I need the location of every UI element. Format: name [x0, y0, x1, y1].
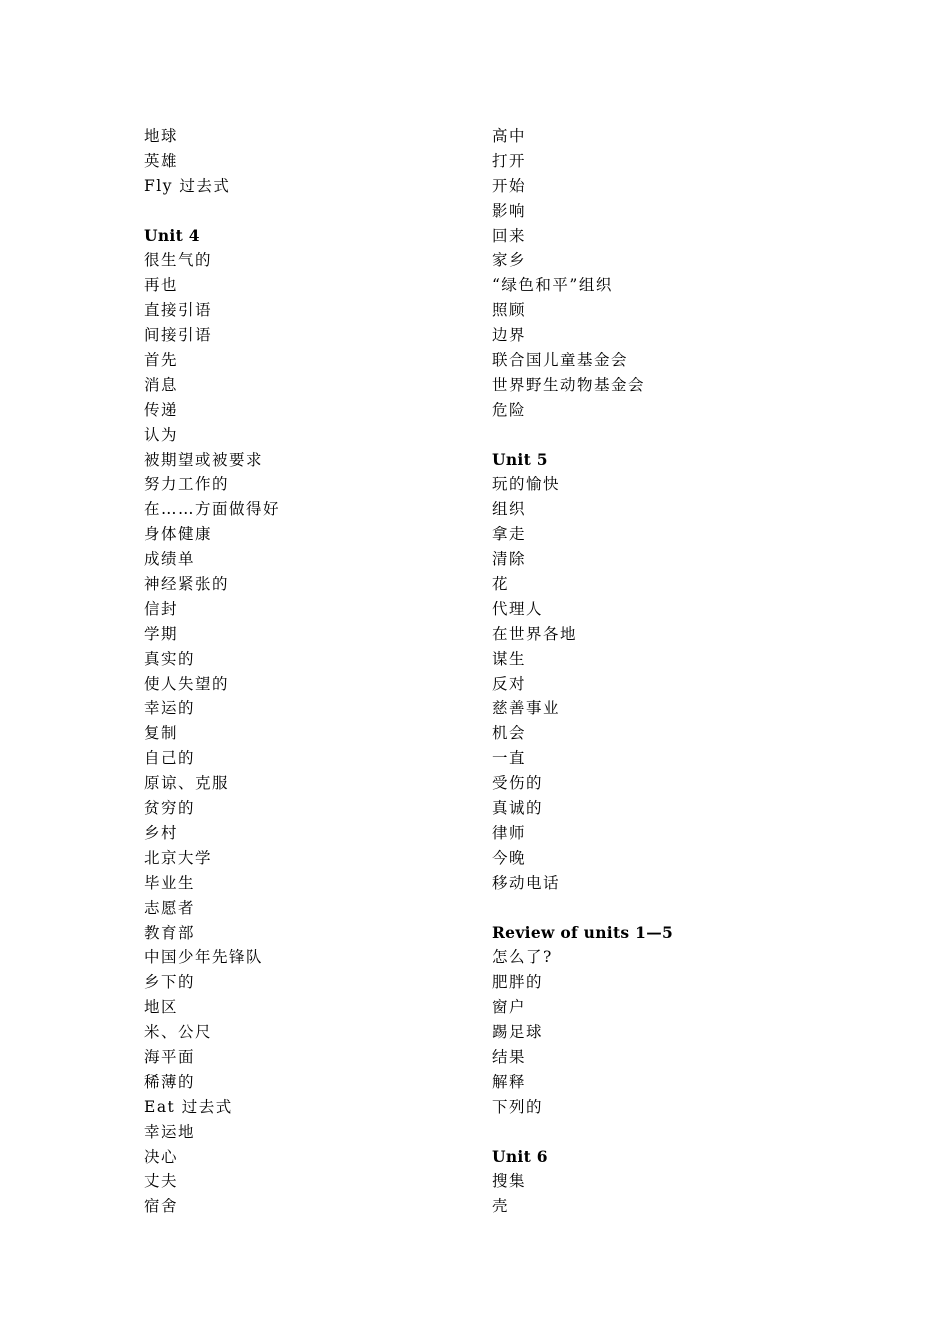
- vocabulary-item: 清除: [492, 550, 527, 569]
- vocabulary-item: 自己的: [144, 749, 196, 768]
- vocabulary-item: Eat 过去式: [144, 1097, 233, 1116]
- vocabulary-item: 回来: [492, 226, 527, 245]
- vocabulary-item: 原谅、克服: [144, 774, 230, 793]
- vocabulary-item: 一直: [492, 749, 527, 768]
- vocabulary-item: 学期: [144, 624, 179, 643]
- vocabulary-item: 打开: [492, 151, 527, 170]
- vocabulary-item: 海平面: [144, 1047, 196, 1066]
- vocabulary-item: 决心: [144, 1147, 179, 1166]
- vocabulary-item: 家乡: [492, 251, 527, 270]
- vocabulary-item: 代理人: [492, 599, 544, 618]
- vocabulary-item: 在世界各地: [492, 624, 578, 643]
- vocabulary-item: 高中: [492, 127, 527, 145]
- vocabulary-item: 怎么了?: [492, 948, 553, 967]
- unit-heading: Unit 5: [492, 449, 548, 469]
- vocabulary-item: 身体健康: [144, 525, 213, 544]
- vocabulary-item: 消息: [144, 375, 179, 394]
- vocabulary-item: 毕业生: [144, 873, 196, 892]
- vocabulary-item: 反对: [492, 674, 527, 693]
- vocabulary-item: 组织: [492, 500, 527, 519]
- vocabulary-item: 玩的愉快: [492, 475, 561, 494]
- left-vocabulary-column: [144, 124, 464, 1219]
- vocabulary-item: 开始: [492, 176, 527, 195]
- vocabulary-item: 危险: [492, 400, 527, 419]
- unit-heading: Unit 4: [144, 225, 200, 245]
- vocabulary-item: 地球: [144, 127, 179, 145]
- vocabulary-item: 认为: [144, 425, 179, 444]
- vocabulary-item: 花: [492, 575, 510, 594]
- vocabulary-item: 首先: [144, 351, 179, 370]
- vocabulary-item: 复制: [144, 724, 179, 743]
- vocabulary-item: 肥胖的: [492, 973, 544, 992]
- vocabulary-item: “绿色和平”组织: [492, 276, 613, 295]
- vocabulary-item: 踢足球: [492, 1023, 544, 1042]
- vocabulary-item: 联合国儿童基金会: [492, 351, 629, 370]
- vocabulary-item: 照顾: [492, 301, 527, 320]
- vocabulary-item: 神经紧张的: [144, 575, 230, 594]
- vocabulary-item: 中国少年先锋队: [144, 948, 264, 967]
- vocabulary-item: 律师: [492, 823, 527, 842]
- vocabulary-item: 努力工作的: [144, 475, 230, 494]
- vocabulary-item: 成绩单: [144, 550, 196, 569]
- blank-line: [492, 896, 812, 921]
- vocabulary-item: 受伤的: [492, 774, 544, 793]
- vocabulary-item: 真诚的: [492, 799, 544, 818]
- vocabulary-item: 幸运的: [144, 699, 196, 718]
- vocabulary-item: 乡下的: [144, 973, 196, 992]
- vocabulary-item: 今晚: [492, 848, 527, 867]
- vocabulary-item: 窗户: [492, 998, 527, 1017]
- vocabulary-item: 地区: [144, 998, 179, 1017]
- vocabulary-item: 教育部: [144, 923, 196, 942]
- vocabulary-item: Fly 过去式: [144, 176, 231, 195]
- vocabulary-item: 很生气的: [144, 251, 213, 270]
- unit-heading: Unit 6: [492, 1146, 548, 1166]
- blank-line: [492, 423, 812, 448]
- vocabulary-item: 壳: [492, 1197, 510, 1216]
- vocabulary-item: 信封: [144, 599, 179, 618]
- vocabulary-item: 真实的: [144, 649, 196, 668]
- vocabulary-item: 间接引语: [144, 326, 213, 345]
- vocabulary-item: 被期望或被要求: [144, 450, 264, 469]
- blank-line: [492, 1120, 812, 1145]
- vocabulary-item: 贫穷的: [144, 799, 196, 818]
- vocabulary-item: 稀薄的: [144, 1072, 196, 1091]
- vocabulary-item: 再也: [144, 276, 179, 295]
- vocabulary-item: 边界: [492, 326, 527, 345]
- vocabulary-item: 丈夫: [144, 1172, 179, 1191]
- vocabulary-item: 在……方面做得好: [144, 500, 281, 519]
- vocabulary-item: 搜集: [492, 1172, 527, 1191]
- vocabulary-item: 机会: [492, 724, 527, 743]
- vocabulary-item: 结果: [492, 1047, 527, 1066]
- vocabulary-item: 北京大学: [144, 848, 213, 867]
- vocabulary-item: 谋生: [492, 649, 527, 668]
- vocabulary-item: 传递: [144, 400, 179, 419]
- vocabulary-item: 影响: [492, 201, 527, 220]
- vocabulary-item: 英雄: [144, 151, 179, 170]
- vocabulary-item: 下列的: [492, 1097, 544, 1116]
- unit-heading: Review of units 1—5: [492, 922, 674, 942]
- right-vocabulary-column: [492, 124, 812, 1219]
- vocabulary-item: 米、公尺: [144, 1023, 213, 1042]
- vocabulary-item: 使人失望的: [144, 674, 230, 693]
- vocabulary-item: 乡村: [144, 823, 179, 842]
- blank-line: [144, 199, 464, 224]
- vocabulary-item: 直接引语: [144, 301, 213, 320]
- vocabulary-item: 幸运地: [144, 1122, 196, 1141]
- vocabulary-item: 宿舍: [144, 1197, 179, 1216]
- vocabulary-item: 志愿者: [144, 898, 196, 917]
- vocabulary-item: 移动电话: [492, 873, 561, 892]
- vocabulary-item: 世界野生动物基金会: [492, 375, 646, 394]
- vocabulary-item: 解释: [492, 1072, 527, 1091]
- vocabulary-item: 慈善事业: [492, 699, 561, 718]
- vocabulary-item: 拿走: [492, 525, 527, 544]
